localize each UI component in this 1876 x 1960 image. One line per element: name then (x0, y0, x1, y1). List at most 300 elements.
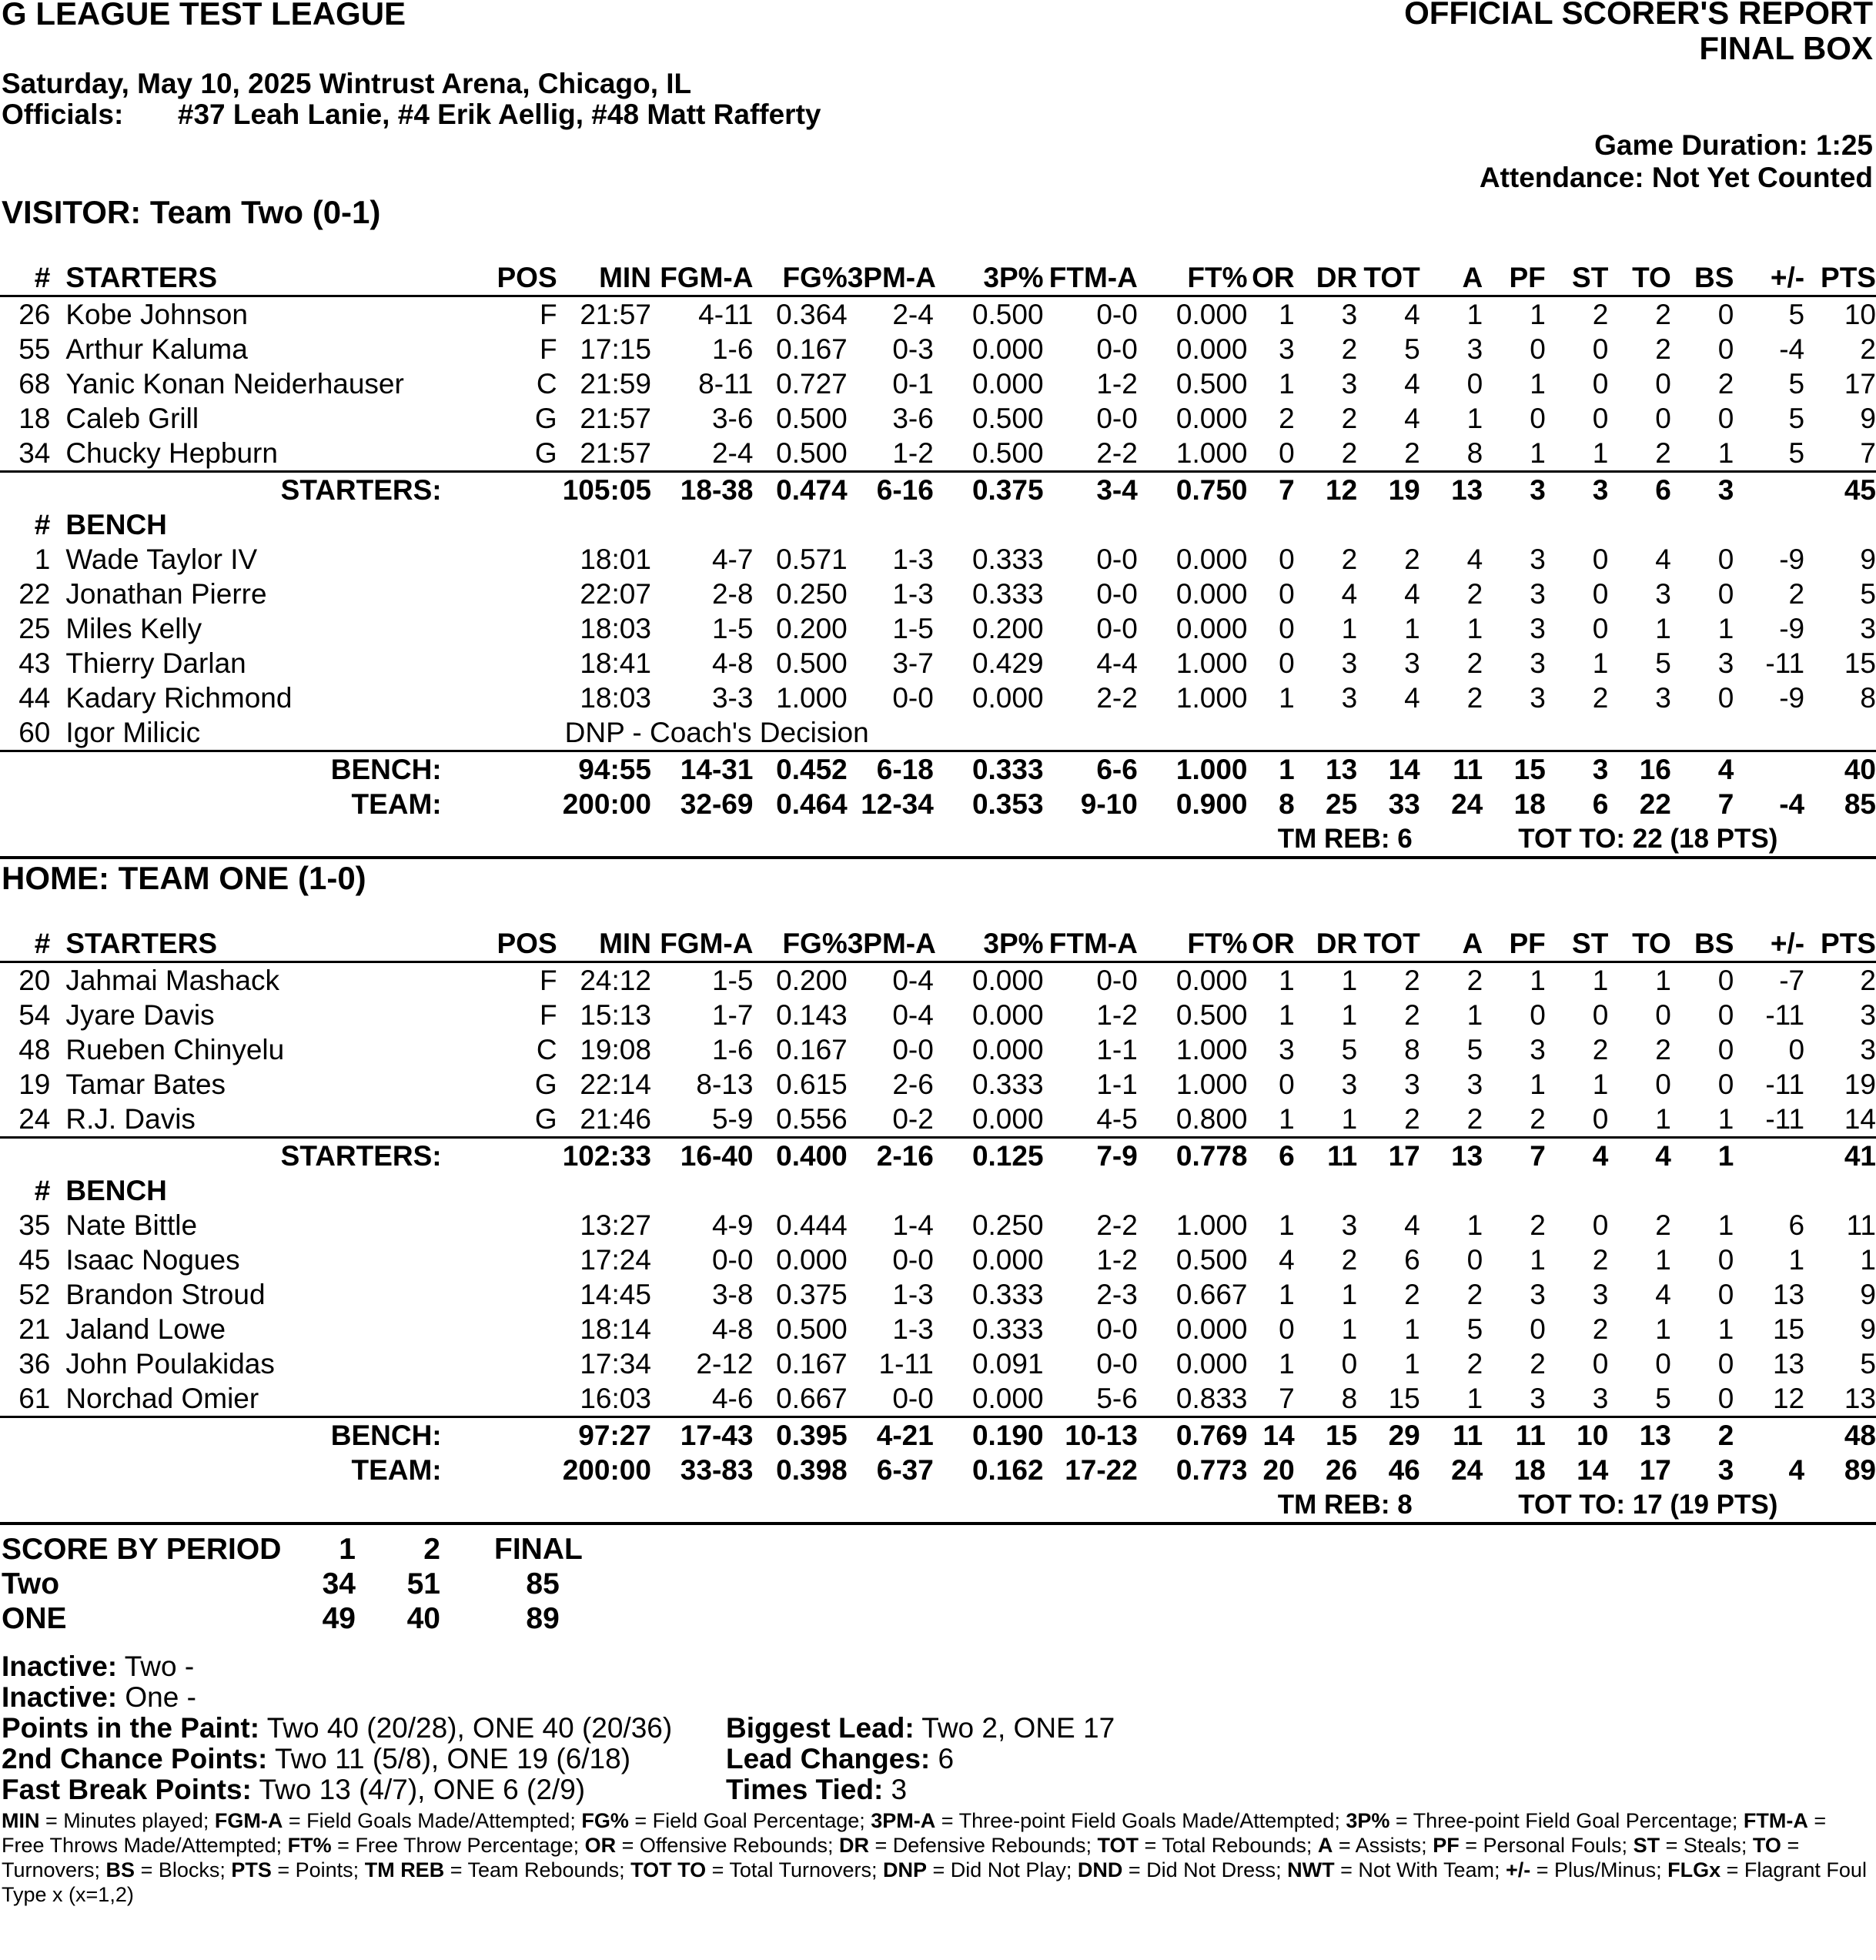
bench-header-label: BENCH (65, 509, 167, 540)
total-ft-pct: 0.900 (1175, 788, 1248, 820)
col-header-fgm-a: FGM-A (651, 926, 754, 962)
cell-pos (494, 1243, 557, 1277)
legend-desc: = Team Rebounds; (444, 1858, 631, 1881)
cell-a: 3 (1466, 333, 1483, 365)
game-duration: Game Duration: 1:25 (1594, 129, 1873, 161)
cell-ft-pct: 0.000 (1175, 333, 1248, 365)
cell-tot: 4 (1404, 1209, 1420, 1241)
lead-changes-label: Lead Changes: (726, 1743, 931, 1774)
col-header-bs: BS (1671, 926, 1734, 962)
cell-st: 1 (1592, 965, 1609, 996)
cell-ft-pct: 1.000 (1175, 1209, 1248, 1241)
cell-player: Tamar Bates (65, 1069, 226, 1100)
cell-plus-minus: 5 (1788, 437, 1805, 469)
cell-a: 3 (1466, 1069, 1483, 1100)
cell-or: 0 (1279, 1069, 1295, 1100)
col-header-dr: DR (1295, 260, 1358, 296)
cell-pts: 3 (1860, 1034, 1876, 1065)
times-tied (726, 1774, 907, 1805)
date-location: Saturday, May 10, 2025 Wintrust Arena, Chicago, IL (2, 68, 692, 99)
cell-ft-pct: 1.000 (1175, 682, 1248, 714)
cell-bs: 0 (1717, 682, 1734, 714)
cell-ftm-a: 2-2 (1096, 682, 1138, 714)
empty-cell (1044, 1173, 1138, 1208)
cell-tot: 15 (1388, 1383, 1420, 1414)
cell-player: Igor Milicic (65, 717, 201, 748)
cell-st: 0 (1592, 613, 1609, 644)
cell-plus-minus: -7 (1779, 965, 1805, 996)
total-min: 105:05 (557, 472, 651, 508)
legend-desc: = Field Goals Made/Attempted; (283, 1809, 582, 1832)
cell-3pm-a: 0-2 (892, 1103, 934, 1135)
cell-fgm-a: 3-8 (711, 1279, 754, 1310)
total-st: 3 (1546, 472, 1609, 508)
team-rebounds: TM REB: 6 (1248, 821, 1420, 858)
total-3pm-a: 6-37 (876, 1454, 934, 1486)
empty-cell (1804, 507, 1876, 542)
col-header-or: OR (1248, 260, 1295, 296)
cell-pts: 11 (1846, 1209, 1876, 1241)
cell-player: Nate Bittle (65, 1209, 198, 1241)
cell-pts: 9 (1860, 1313, 1876, 1345)
sbp-final: 89 (526, 1602, 560, 1635)
cell-ftm-a: 0-0 (1096, 965, 1138, 996)
cell-3p-pct: 0.500 (971, 437, 1044, 469)
cell-ft-pct: 1.000 (1175, 1069, 1248, 1100)
bench-total-row (0, 1417, 1876, 1453)
cell-min: 22:14 (580, 1069, 651, 1100)
cell-min: 21:57 (580, 403, 651, 434)
attendance: Attendance: Not Yet Counted (1479, 162, 1873, 193)
cell-pts: 5 (1860, 1348, 1876, 1380)
legend-desc: = Three-point Field Goals Made/Attempted; (935, 1809, 1346, 1832)
cell-pts: 13 (1844, 1383, 1876, 1414)
total-label: TEAM: (351, 1454, 442, 1486)
cell-num: 26 (18, 299, 51, 330)
legend-abbr: PF (1433, 1834, 1460, 1857)
cell-or: 0 (1279, 544, 1295, 575)
cell-ftm-a: 0-0 (1096, 1348, 1138, 1380)
col-header-st: ST (1546, 260, 1609, 296)
cell-fg-pct: 0.727 (776, 368, 848, 400)
cell-or: 0 (1279, 437, 1295, 469)
cell-3p-pct: 0.333 (971, 544, 1044, 575)
empty-cell (1044, 507, 1138, 542)
total-dr: 13 (1295, 751, 1358, 788)
cell-player: Jonathan Pierre (65, 578, 267, 610)
total-label: BENCH: (0, 751, 557, 788)
total-fgm-a: 17-43 (651, 1417, 754, 1453)
total-a: 13 (1420, 1138, 1483, 1174)
cell-ftm-a: 4-5 (1096, 1103, 1138, 1135)
cell-to: 1 (1655, 1244, 1671, 1276)
cell-ft-pct: 0.000 (1175, 299, 1248, 330)
dnp-row (0, 715, 1876, 751)
cell-num: 52 (18, 1279, 51, 1310)
cell-3pm-a: 0-0 (892, 682, 934, 714)
sbp-p1: 34 (322, 1567, 356, 1600)
inactive-label: Inactive: (2, 1651, 118, 1682)
cell-min: 17:15 (580, 333, 651, 365)
total-dr: 12 (1295, 472, 1358, 508)
legend-abbr: A (1317, 1834, 1333, 1857)
cell-dr: 0 (1341, 1348, 1358, 1380)
cell-st: 0 (1592, 1103, 1609, 1135)
legend-desc: = Free Throws Made/Attempted; (2, 1809, 1832, 1857)
empty-cell (1483, 1173, 1546, 1208)
cell-st: 0 (1592, 578, 1609, 610)
home-team-title: HOME: TEAM ONE (1-0) (2, 860, 366, 896)
empty-cell (1734, 1173, 1804, 1208)
legend-desc: = Flagrant Foul Type x (x=1,2) (2, 1858, 1872, 1906)
cell-pf: 1 (1530, 368, 1546, 400)
cell-pts: 2 (1860, 965, 1876, 996)
cell-tot: 3 (1404, 1069, 1420, 1100)
total-or: 14 (1248, 1417, 1295, 1453)
cell-pos: F (540, 333, 557, 365)
legend-abbr: FGM-A (214, 1809, 283, 1832)
cell-ftm-a: 1-2 (1096, 999, 1138, 1031)
cell-ft-pct: 0.000 (1175, 613, 1248, 644)
cell-ftm-a: 1-1 (1096, 1034, 1138, 1065)
cell-a: 2 (1466, 578, 1483, 610)
total-pts: 45 (1804, 472, 1876, 508)
legend-desc: = Minutes played; (39, 1809, 215, 1832)
cell-num: 22 (18, 578, 51, 610)
total-or: 6 (1248, 1138, 1295, 1174)
officials-label: Officials: (2, 99, 124, 130)
total-bs: 4 (1671, 751, 1734, 788)
cell-pf: 3 (1530, 1034, 1546, 1065)
cell-ft-pct: 0.667 (1175, 1279, 1248, 1310)
cell-fgm-a: 0-0 (711, 1244, 754, 1276)
cell-pts: 3 (1860, 613, 1876, 644)
cell-plus-minus: -9 (1779, 613, 1805, 644)
cell-pts: 8 (1860, 682, 1876, 714)
total-pts: 41 (1804, 1138, 1876, 1174)
player-row (0, 542, 1876, 577)
cell-player: Yanic Konan Neiderhauser (65, 368, 404, 400)
cell-dr: 8 (1341, 1383, 1358, 1414)
cell-dr: 2 (1341, 403, 1358, 434)
cell-fg-pct: 0.143 (776, 999, 848, 1031)
cell-min: 14:45 (580, 1279, 651, 1310)
col-header-tot: TOT (1357, 926, 1420, 962)
empty-cell (557, 1173, 651, 1208)
cell-num: 61 (18, 1383, 51, 1414)
cell-plus-minus: -11 (1765, 647, 1805, 679)
legend-abbr: BS (105, 1858, 135, 1881)
cell-a: 2 (1466, 965, 1483, 996)
total-or: 7 (1248, 472, 1295, 508)
game-info (1480, 129, 1873, 194)
legend-abbr: MIN (2, 1809, 40, 1832)
cell-ftm-a: 0-0 (1096, 544, 1138, 575)
cell-num: 44 (18, 682, 51, 714)
total-ft-pct: 0.778 (1138, 1138, 1248, 1174)
cell-pf: 2 (1530, 1348, 1546, 1380)
cell-to: 2 (1655, 1034, 1671, 1065)
empty-cell (1248, 507, 1295, 542)
player-row (0, 1277, 1876, 1312)
col-header-pos: POS (494, 926, 557, 962)
cell-to: 1 (1655, 1103, 1671, 1135)
cell-num: 36 (18, 1348, 51, 1380)
cell-pos: C (536, 368, 557, 400)
total-tot: 46 (1388, 1454, 1420, 1486)
cell-bs: 0 (1717, 333, 1734, 365)
player-row (0, 1102, 1876, 1138)
player-row (0, 1346, 1876, 1381)
cell-a: 2 (1466, 1348, 1483, 1380)
total-fgm-a: 14-31 (651, 751, 754, 788)
cell-pts: 1 (1860, 1244, 1876, 1276)
cell-3p-pct: 0.000 (971, 368, 1044, 400)
cell-ftm-a: 0-0 (1096, 333, 1138, 365)
col-header-player: STARTERS (55, 260, 494, 296)
sbp-header-p1: 1 (339, 1533, 356, 1566)
cell-num: 18 (18, 403, 51, 434)
cell-player: Kadary Richmond (65, 682, 293, 714)
legend-abbr: TO (1752, 1834, 1781, 1857)
total-a: 13 (1420, 472, 1483, 508)
empty-cell (1295, 507, 1358, 542)
cell-a: 1 (1466, 613, 1483, 644)
cell-player: Chucky Hepburn (65, 437, 278, 469)
empty-cell (1483, 507, 1546, 542)
cell-pf: 3 (1530, 578, 1546, 610)
team-summary-row (0, 821, 1876, 858)
cell-num: 48 (18, 1034, 51, 1065)
cell-ft-pct: 0.500 (1175, 1244, 1248, 1276)
cell-min: 18:03 (580, 682, 651, 714)
cell-tot: 4 (1404, 682, 1420, 714)
col-header-3p-pct: 3P% (934, 926, 1044, 962)
empty-cell (557, 507, 651, 542)
cell-fgm-a: 1-7 (711, 999, 754, 1031)
cell-ft-pct: 1.000 (1175, 647, 1248, 679)
legend-abbr: TM REB (364, 1858, 445, 1881)
legend-desc: = Field Goal Percentage; (628, 1809, 871, 1832)
col-header-to: TO (1608, 926, 1671, 962)
cell-pos: G (534, 403, 557, 434)
cell-3p-pct: 0.091 (971, 1348, 1044, 1380)
cell-3pm-a: 0-1 (892, 368, 934, 400)
legend-desc: = Offensive Rebounds; (616, 1834, 840, 1857)
second-chance-value: Two 11 (5/8), ONE 19 (6/18) (275, 1743, 631, 1774)
total-min: 200:00 (562, 788, 651, 820)
bench-total-row (0, 751, 1876, 788)
cell-to: 2 (1655, 437, 1671, 469)
cell-or: 1 (1279, 1103, 1295, 1135)
cell-plus-minus: -11 (1765, 1103, 1805, 1135)
cell-or: 1 (1279, 1348, 1295, 1380)
cell-bs: 0 (1717, 403, 1734, 434)
sbp-p2: 40 (406, 1602, 440, 1635)
cell-plus-minus: -11 (1765, 999, 1805, 1031)
cell-to: 0 (1655, 403, 1671, 434)
cell-st: 1 (1592, 647, 1609, 679)
lead-changes-value: 6 (938, 1743, 955, 1774)
empty-cell (1546, 1173, 1609, 1208)
cell-pts: 9 (1860, 1279, 1876, 1310)
cell-min: 13:27 (580, 1209, 651, 1241)
col-header-pf: PF (1483, 260, 1546, 296)
cell-to: 2 (1655, 333, 1671, 365)
cell-ftm-a: 1-1 (1096, 1069, 1138, 1100)
legend-desc: = Assists; (1333, 1834, 1433, 1857)
cell-a: 4 (1466, 544, 1483, 575)
cell-st: 0 (1592, 1348, 1609, 1380)
empty-cell (1804, 1173, 1876, 1208)
total-tot: 14 (1357, 751, 1420, 788)
cell-min: 24:12 (580, 965, 651, 996)
cell-3pm-a: 1-5 (892, 613, 934, 644)
cell-dr: 5 (1341, 1034, 1358, 1065)
cell-tot: 3 (1404, 647, 1420, 679)
legend-desc: = Not With Team; (1334, 1858, 1506, 1881)
player-row (0, 998, 1876, 1032)
cell-num: 68 (18, 368, 51, 400)
cell-bs: 3 (1717, 647, 1734, 679)
total-bs: 1 (1671, 1138, 1734, 1174)
cell-tot: 2 (1404, 1103, 1420, 1135)
cell-ft-pct: 0.500 (1175, 368, 1248, 400)
cell-to: 3 (1655, 578, 1671, 610)
cell-num: 25 (18, 613, 51, 644)
cell-ft-pct: 0.500 (1175, 999, 1248, 1031)
total-3pm-a: 6-18 (848, 751, 934, 788)
player-row (0, 1208, 1876, 1243)
total-ftm-a: 6-6 (1044, 751, 1138, 788)
report-title-block (1404, 0, 1873, 66)
cell-min: 21:46 (580, 1103, 651, 1135)
cell-fgm-a: 4-11 (698, 299, 754, 330)
cell-num: 43 (18, 647, 51, 679)
total-ftm-a: 9-10 (1080, 788, 1138, 820)
cell-a: 2 (1466, 647, 1483, 679)
cell-dr: 2 (1341, 544, 1358, 575)
cell-pts: 9 (1860, 403, 1876, 434)
cell-or: 1 (1279, 368, 1295, 400)
cell-pf: 3 (1530, 647, 1546, 679)
bench-header-row (0, 1173, 1876, 1208)
total-3p-pct: 0.375 (934, 472, 1044, 508)
cell-a: 5 (1466, 1313, 1483, 1345)
legend-abbr: FG% (581, 1809, 629, 1832)
total-or: 1 (1248, 751, 1295, 788)
col-header-fgm-a: FGM-A (651, 260, 754, 296)
legend-abbr: 3P% (1346, 1809, 1390, 1832)
total-tot: 29 (1357, 1417, 1420, 1453)
total-fgm-a: 32-69 (680, 788, 754, 820)
cell-min: 18:41 (580, 647, 651, 679)
cell-pf: 1 (1530, 1244, 1546, 1276)
empty-cell (0, 1487, 1248, 1524)
cell-dr: 3 (1341, 368, 1358, 400)
cell-or: 1 (1279, 999, 1295, 1031)
legend-abbr: TOT (1097, 1834, 1139, 1857)
cell-st: 0 (1592, 544, 1609, 575)
cell-st: 0 (1592, 999, 1609, 1031)
team-rebounds: TM REB: 8 (1248, 1487, 1420, 1524)
empty-cell (753, 507, 847, 542)
times-tied-value: 3 (891, 1774, 908, 1805)
cell-st: 1 (1592, 437, 1609, 469)
total-ftm-a: 7-9 (1044, 1138, 1138, 1174)
cell-bs: 0 (1717, 1069, 1734, 1100)
cell-tot: 1 (1404, 1348, 1420, 1380)
total-st: 10 (1546, 1417, 1609, 1453)
sbp-team: ONE (2, 1602, 67, 1635)
cell-to: 1 (1655, 965, 1671, 996)
cell-pts: 3 (1860, 999, 1876, 1031)
cell-st: 0 (1592, 1209, 1609, 1241)
total-turnovers: TOT TO: 17 (19 PTS) (1420, 1487, 1876, 1524)
cell-fg-pct: 0.500 (776, 1313, 848, 1345)
cell-pos (494, 681, 557, 715)
cell-fg-pct: 0.250 (776, 578, 848, 610)
cell-min: 21:59 (580, 368, 651, 400)
total-a: 11 (1420, 751, 1483, 788)
lead-changes (726, 1744, 954, 1774)
second-chance-points (2, 1744, 630, 1774)
cell-dr: 2 (1341, 333, 1358, 365)
cell-ftm-a: 1-2 (1096, 368, 1138, 400)
col-header-ftm-a: FTM-A (1044, 260, 1138, 296)
cell-ft-pct: 0.000 (1175, 403, 1248, 434)
cell-plus-minus: -11 (1765, 1069, 1805, 1100)
player-row (0, 646, 1876, 681)
cell-bs: 0 (1717, 1034, 1734, 1065)
legend-abbr: DR (839, 1834, 870, 1857)
empty-cell (753, 1173, 847, 1208)
cell-plus-minus: 5 (1788, 403, 1805, 434)
cell-to: 1 (1655, 1313, 1671, 1345)
sbp-row (2, 1567, 583, 1601)
cell-dr: 3 (1341, 682, 1358, 714)
empty-cell (0, 821, 1248, 858)
total-pf: 11 (1483, 1417, 1546, 1453)
dnp-note: DNP - Coach's Decision (564, 717, 869, 748)
empty-cell (494, 507, 557, 542)
cell-3p-pct: 0.500 (971, 299, 1044, 330)
cell-plus-minus: -4 (1779, 333, 1805, 365)
cell-st: 2 (1592, 299, 1609, 330)
cell-bs: 2 (1717, 368, 1734, 400)
cell-tot: 5 (1404, 333, 1420, 365)
legend-desc: = Plus/Minus; (1530, 1858, 1668, 1881)
cell-bs: 1 (1717, 1103, 1734, 1135)
col-header-a: A (1420, 260, 1483, 296)
total-st: 6 (1592, 788, 1609, 820)
empty-cell (1357, 1173, 1420, 1208)
officials-line (2, 99, 821, 131)
visitor-team-title: VISITOR: Team Two (0-1) (2, 194, 381, 230)
cell-st: 1 (1592, 1069, 1609, 1100)
cell-fg-pct: 0.500 (776, 647, 848, 679)
cell-or: 3 (1279, 1034, 1295, 1065)
total-min: 102:33 (557, 1138, 651, 1174)
cell-3p-pct: 0.000 (971, 965, 1044, 996)
total-ft-pct: 0.750 (1138, 472, 1248, 508)
legend-abbr: FT% (287, 1834, 332, 1857)
cell-bs: 0 (1717, 1383, 1734, 1414)
total-pf: 18 (1513, 788, 1546, 820)
col-header-fg-pct: FG% (753, 926, 847, 962)
cell-pf: 3 (1530, 682, 1546, 714)
legend-desc: = Total Rebounds; (1138, 1834, 1318, 1857)
